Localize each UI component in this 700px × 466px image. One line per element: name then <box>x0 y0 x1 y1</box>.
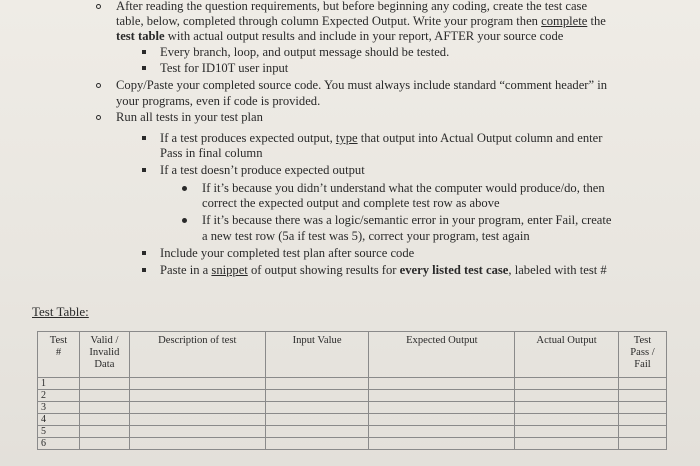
table-cell <box>79 414 129 426</box>
table-cell <box>515 426 619 438</box>
table-cell <box>619 438 667 450</box>
instruction-text: Paste in a snippet of output showing results for every listed test case, labeled with test # <box>160 263 607 277</box>
table-header-row <box>38 332 667 378</box>
instruction-text: correct the expected output and complete test row as above <box>202 196 500 210</box>
table-cell <box>265 438 369 450</box>
row-number: 2 <box>38 390 80 402</box>
table-cell <box>515 390 619 402</box>
table-cell <box>79 378 129 390</box>
table-cell <box>619 378 667 390</box>
instruction-text: a new test row (5a if test was 5), correct your program, test again <box>202 229 530 243</box>
table-cell <box>129 426 265 438</box>
header-test-number: Test # <box>38 332 80 378</box>
row-number: 6 <box>38 438 80 450</box>
table-cell <box>265 402 369 414</box>
round-bullet-icon <box>182 186 187 191</box>
table-cell <box>619 390 667 402</box>
table-cell <box>515 378 619 390</box>
circle-bullet-icon <box>96 4 101 9</box>
test-table-title: Test Table: <box>32 304 89 319</box>
instruction-text: table, below, completed through column Expected Output. Write your program then complete the <box>116 14 606 28</box>
header-description: Description of test <box>129 332 265 378</box>
row-number: 3 <box>38 402 80 414</box>
table-cell <box>129 414 265 426</box>
header-expected-output: Expected Output <box>369 332 515 378</box>
table-cell <box>265 426 369 438</box>
table-cell <box>265 378 369 390</box>
table-cell <box>619 402 667 414</box>
table-cell <box>619 426 667 438</box>
table-cell <box>515 438 619 450</box>
table-cell <box>369 438 515 450</box>
table-cell <box>79 426 129 438</box>
row-number: 4 <box>38 414 80 426</box>
table-cell <box>79 402 129 414</box>
instruction-text: Run all tests in your test plan <box>116 110 263 124</box>
instruction-text: test table with actual output results and include in your report, AFTER your source code <box>116 29 564 43</box>
square-bullet-icon <box>142 66 146 70</box>
instruction-text: If a test produces expected output, type that output into Actual Output column and enter <box>160 131 603 145</box>
table-cell <box>369 426 515 438</box>
table-cell <box>619 414 667 426</box>
table-cell <box>265 390 369 402</box>
instruction-text: After reading the question requirements, but before beginning any coding, create the test case <box>116 0 588 13</box>
table-row <box>38 426 667 438</box>
header-actual-output: Actual Output <box>515 332 619 378</box>
header-input-value: Input Value <box>265 332 369 378</box>
table-row <box>38 414 667 426</box>
square-bullet-icon <box>142 268 146 272</box>
table-row <box>38 402 667 414</box>
round-bullet-icon <box>182 218 187 223</box>
table-row <box>38 378 667 390</box>
instruction-text: If a test doesn’t produce expected output <box>160 163 365 177</box>
square-bullet-icon <box>142 136 146 140</box>
table-cell <box>79 390 129 402</box>
row-number: 1 <box>38 378 80 390</box>
row-number: 5 <box>38 426 80 438</box>
circle-bullet-icon <box>96 115 101 120</box>
instruction-text: Copy/Paste your completed source code. You must always include standard “comment header” in <box>116 78 608 92</box>
square-bullet-icon <box>142 251 146 255</box>
header-pass-fail: Test Pass / Fail <box>619 332 667 378</box>
table-cell <box>369 414 515 426</box>
instruction-text: your programs, even if code is provided. <box>116 94 321 108</box>
table-row <box>38 390 667 402</box>
table-cell <box>369 378 515 390</box>
test-table <box>37 331 667 450</box>
table-row <box>38 438 667 450</box>
table-cell <box>515 402 619 414</box>
header-valid-invalid: Valid / Invalid Data <box>79 332 129 378</box>
square-bullet-icon <box>142 50 146 54</box>
instruction-text: Include your completed test plan after source code <box>160 246 415 260</box>
table-cell <box>129 438 265 450</box>
instruction-text: If it’s because there was a logic/semantic error in your program, enter Fail, create <box>202 213 612 227</box>
instruction-text: Test for ID10T user input <box>160 61 289 75</box>
table-cell <box>369 390 515 402</box>
table-cell <box>129 390 265 402</box>
table-cell <box>129 402 265 414</box>
table-cell <box>515 414 619 426</box>
table-cell <box>265 414 369 426</box>
instruction-text: If it’s because you didn’t understand what the computer would produce/do, then <box>202 181 605 195</box>
table-cell <box>129 378 265 390</box>
square-bullet-icon <box>142 168 146 172</box>
table-cell <box>79 438 129 450</box>
circle-bullet-icon <box>96 83 101 88</box>
instruction-text: Pass in final column <box>160 146 263 160</box>
table-cell <box>369 402 515 414</box>
instruction-text: Every branch, loop, and output message should be tested. <box>160 45 450 59</box>
